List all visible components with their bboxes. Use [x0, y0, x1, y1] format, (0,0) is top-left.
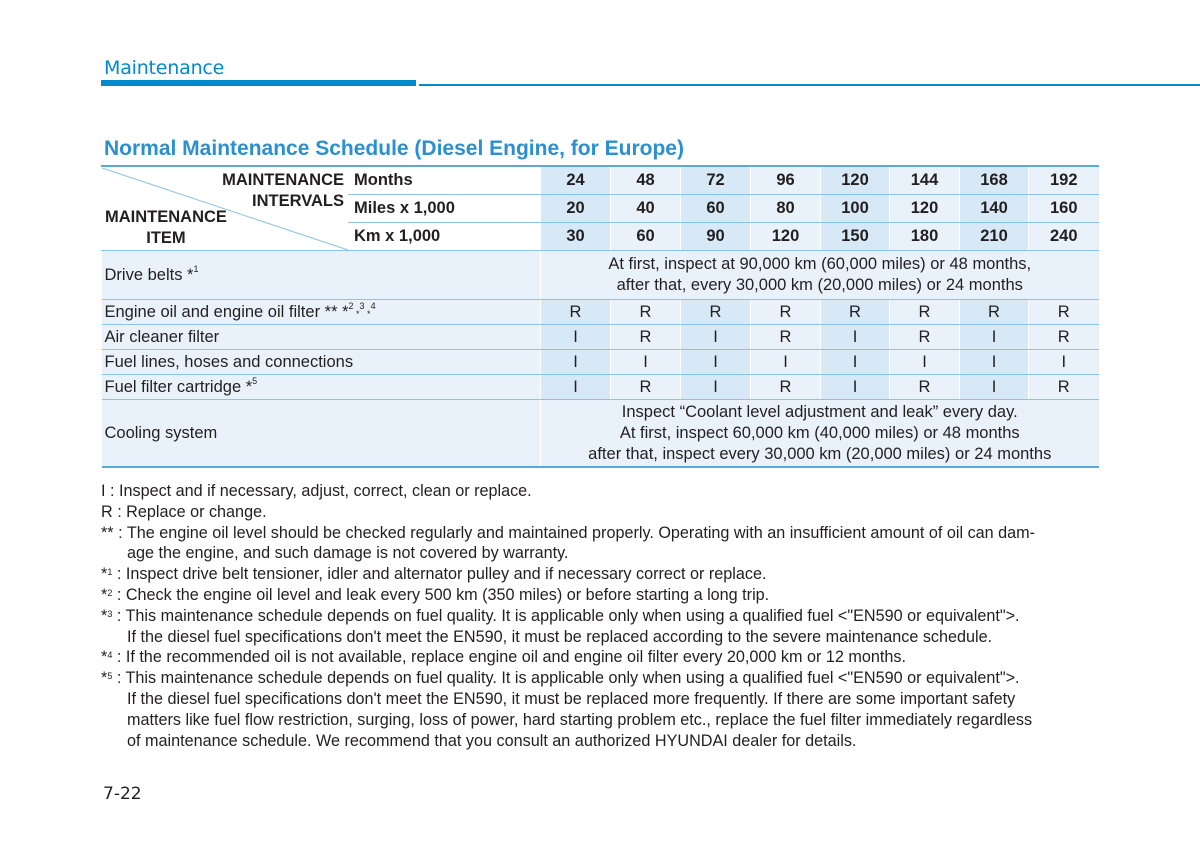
item-schedule-text: At first, inspect at 90,000 km (60,000 miles) or 48 months, after that, every 30,000 km (20,000 miles) or 24 months: [541, 251, 1099, 300]
maintenance-schedule-table: [101, 165, 1099, 468]
schedule-cell: R: [611, 300, 681, 325]
interval-value: 144: [890, 166, 960, 195]
interval-value: 60: [611, 223, 681, 251]
schedule-cell: R: [1029, 325, 1099, 350]
interval-value: 60: [681, 195, 751, 223]
footnote-marker: 1: [193, 263, 199, 274]
schedule-cell: I: [960, 350, 1029, 375]
note-double-star: ** : The engine oil level should be checked regularly and maintained properly. Operating with an insufficient amount of oil can dam- age the engine, and such damage is not covered by warranty.: [101, 523, 1036, 563]
interval-value: 120: [890, 195, 960, 223]
header-rule-thick: [101, 80, 416, 86]
interval-value: 150: [821, 223, 890, 251]
schedule-cell: I: [541, 325, 611, 350]
schedule-cell: R: [1029, 300, 1099, 325]
note-1: *$^1$ : Inspect drive belt tensioner, idler and alternator pulley and if necessary correct or replace.: [101, 565, 767, 584]
table-row-fuel-filter: [102, 375, 1099, 400]
interval-value: 100: [821, 195, 890, 223]
corner-item-label: MAINTENANCE ITEM: [105, 208, 227, 247]
page-number: 7-22: [103, 784, 142, 804]
schedule-cell: I: [1029, 350, 1099, 375]
schedule-cell: I: [821, 350, 890, 375]
interval-value: 80: [751, 195, 821, 223]
schedule-cell: R: [681, 300, 751, 325]
interval-row-months: [102, 166, 1099, 195]
schedule-cell: R: [611, 375, 681, 400]
note-4: *$^4$ : If the recommended oil is not available, replace engine oil and engine oil filter every 20,000 km or 12 months.: [101, 648, 906, 667]
interval-value: 120: [821, 166, 890, 195]
header-rule-thin: [419, 84, 1200, 86]
schedule-cell: R: [821, 300, 890, 325]
header-corner-cell: [102, 166, 349, 251]
table-title: Normal Maintenance Schedule (Diesel Engine, for Europe): [104, 137, 684, 160]
footnote-marker: 5: [252, 375, 258, 386]
interval-value: 140: [960, 195, 1029, 223]
table-row-fuel-lines: [102, 350, 1099, 375]
schedule-cell: R: [890, 300, 960, 325]
unit-label: Months: [349, 166, 541, 195]
interval-value: 160: [1029, 195, 1099, 223]
schedule-cell: I: [821, 325, 890, 350]
interval-value: 120: [751, 223, 821, 251]
interval-value: 30: [541, 223, 611, 251]
schedule-cell: R: [1029, 375, 1099, 400]
schedule-cell: R: [960, 300, 1029, 325]
schedule-cell: I: [541, 375, 611, 400]
table-row-air-cleaner: [102, 325, 1099, 350]
schedule-cell: I: [751, 350, 821, 375]
section-title: Maintenance: [104, 57, 225, 79]
unit-label: Km x 1,000: [349, 223, 541, 251]
note-replace: R : Replace or change.: [101, 502, 267, 521]
schedule-cell: R: [890, 325, 960, 350]
table-row-engine-oil: [102, 300, 1099, 325]
interval-value: 90: [681, 223, 751, 251]
footnotes: [101, 481, 1101, 751]
item-label: Drive belts *$^1$: [102, 251, 541, 300]
schedule-cell: I: [681, 375, 751, 400]
schedule-cell: R: [751, 325, 821, 350]
note-5: *$^5$ : This maintenance schedule depends on fuel quality. It is applicable only when using a qualified fuel <"EN590 or equivalent">. If the diesel fuel specifications don't meet the EN590, it must be replaced more frequently. If there are some important safety matters like fuel flow restriction, surging, loss of power, hard starting problem etc., replace the fuel filter immediately regardless of maintenance schedule. We recommend that you consult an authorized HYUNDAI dealer for details.: [101, 669, 1033, 750]
interval-value: 24: [541, 166, 611, 195]
note-3: *$^3$ : This maintenance schedule depends on fuel quality. It is applicable only when using a qualified fuel <"EN590 or equivalent">. If the diesel fuel specifications don't meet the EN590, it must be replaced according to the severe maintenance schedule.: [101, 606, 1020, 646]
interval-value: 168: [960, 166, 1029, 195]
schedule-cell: I: [681, 350, 751, 375]
unit-label: Miles x 1,000: [349, 195, 541, 223]
note-inspect: I : Inspect and if necessary, adjust, correct, clean or replace.: [101, 482, 532, 500]
schedule-cell: I: [890, 350, 960, 375]
schedule-cell: R: [751, 300, 821, 325]
schedule-cell: R: [611, 325, 681, 350]
schedule-cell: I: [611, 350, 681, 375]
item-label: Engine oil and engine oil filter ** *$^2$ *$^3$ *$^4$: [102, 300, 541, 325]
schedule-cell: I: [541, 350, 611, 375]
schedule-cell: I: [960, 375, 1029, 400]
interval-value: 48: [611, 166, 681, 195]
interval-value: 192: [1029, 166, 1099, 195]
interval-value: 40: [611, 195, 681, 223]
interval-value: 180: [890, 223, 960, 251]
item-label: Fuel lines, hoses and connections: [102, 350, 541, 375]
item-schedule-text: Inspect “Coolant level adjustment and leak” every day. At first, inspect 60,000 km (40,000 miles) or 48 months after that, inspect every 30,000 km (20,000 miles) or 24 months: [541, 400, 1099, 468]
interval-value: 96: [751, 166, 821, 195]
schedule-cell: I: [681, 325, 751, 350]
interval-value: 72: [681, 166, 751, 195]
schedule-cell: I: [821, 375, 890, 400]
schedule-cell: R: [751, 375, 821, 400]
note-2: *$^2$ : Check the engine oil level and leak every 500 km (350 miles) or before starting a long trip.: [101, 585, 770, 604]
schedule-cell: R: [541, 300, 611, 325]
table-row-cooling-system: [102, 400, 1099, 468]
item-label: Fuel filter cartridge *$^5$: [102, 375, 541, 400]
interval-value: 210: [960, 223, 1029, 251]
interval-value: 20: [541, 195, 611, 223]
table-row-drive-belts: [102, 251, 1099, 300]
schedule-cell: I: [960, 325, 1029, 350]
interval-value: 240: [1029, 223, 1099, 251]
item-label: Air cleaner filter: [102, 325, 541, 350]
schedule-cell: R: [890, 375, 960, 400]
corner-intervals-label: MAINTENANCE INTERVALS: [222, 171, 344, 210]
item-label: Cooling system: [102, 400, 541, 468]
